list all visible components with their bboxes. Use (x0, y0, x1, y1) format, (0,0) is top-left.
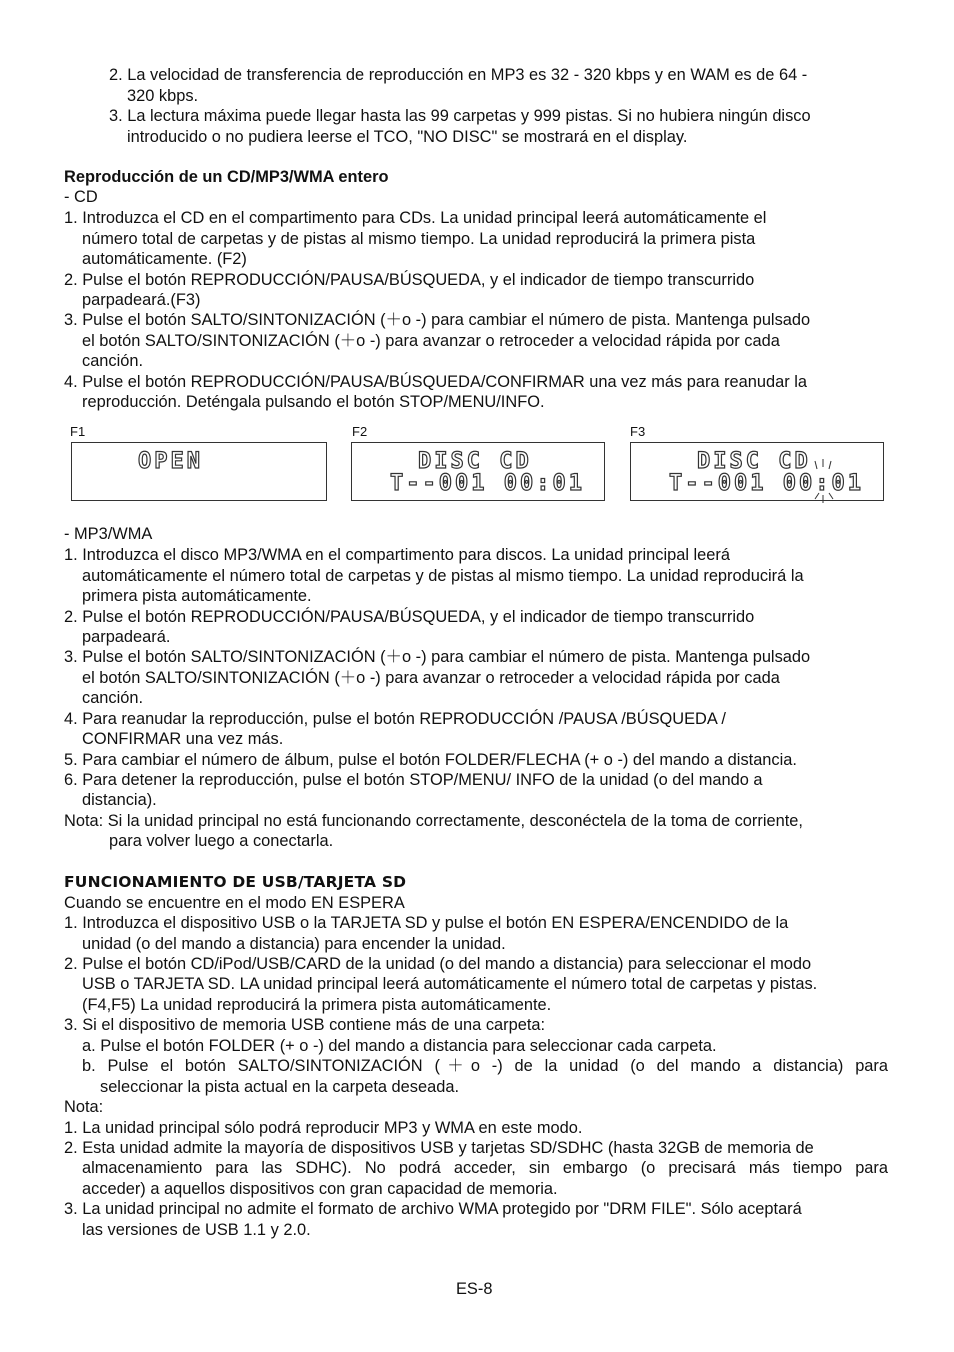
text-line: a. Pulse el botón FOLDER (+ o -) del mando a distancia para seleccionar cada carpeta. (82, 1037, 717, 1055)
text-line: 2. Pulse el botón REPRODUCCIÓN/PAUSA/BÚSQUEDA, y el indicador de tiempo transcurrido (64, 271, 755, 289)
text-line: 4. Para reanudar la reproducción, pulse el botón REPRODUCCIÓN /PAUSA /BÚSQUEDA / (64, 710, 726, 728)
text-line: para volver luego a conectarla. (109, 832, 334, 850)
text-line: 6. Para detener la reproducción, pulse el botón STOP/MENU/ INFO de la unidad (o del mando a (64, 771, 763, 789)
text-line: 1. Introduzca el dispositivo USB o la TARJETA SD y pulse el botón EN ESPERA/ENCENDIDO de la (64, 914, 789, 932)
text-line: 3. Pulse el botón SALTO/SINTONIZACIÓN (＋o -) para cambiar el número de pista. Mantenga pulsado (64, 648, 811, 666)
text-line: el botón SALTO/SINTONIZACIÓN (＋o -) para avanzar o retroceder a velocidad rápida por cada (82, 332, 780, 350)
text-line: 3. Pulse el botón SALTO/SINTONIZACIÓN (＋o -) para cambiar el número de pista. Mantenga pulsado (64, 311, 811, 329)
text-line: Nota: (64, 1098, 104, 1116)
text-line: 4. Pulse el botón REPRODUCCIÓN/PAUSA/BÚSQUEDA/CONFIRMAR una vez más para reanudar la (64, 373, 807, 391)
text-line: número total de carpetas y de pistas al mismo tiempo. La unidad reproducirá la primera pista (82, 230, 756, 248)
section-heading: Reproducción de un CD/MP3/WMA entero (64, 168, 389, 186)
text-line: 3. La unidad principal no admite el formato de archivo WMA protegido por "DRM FILE". Sólo aceptará (64, 1200, 802, 1218)
subheading: - CD (64, 188, 98, 206)
text-line: Nota: Si la unidad principal no está funcionando correctamente, desconéctela de la toma de corriente, (64, 812, 803, 830)
text-line: parpadeará. (82, 628, 171, 646)
text-line: reproducción. Deténgala pulsando el botón STOP/MENU/INFO. (82, 393, 545, 411)
figure-label: F3 (630, 424, 646, 439)
text-line: (F4,F5) La unidad reproducirá la primera pista automáticamente. (82, 996, 552, 1014)
text-line: parpadeará.(F3) (82, 291, 201, 309)
text-line: distancia). (82, 791, 157, 809)
text-line: 2. Pulse el botón CD/iPod/USB/CARD de la unidad (o del mando a distancia) para seleccionar el modo (64, 955, 812, 973)
lcd-line-2: T--001 00:01 (390, 471, 585, 496)
text-line: 2. Pulse el botón REPRODUCCIÓN/PAUSA/BÚSQUEDA, y el indicador de tiempo transcurrido (64, 608, 755, 626)
text-line: las versiones de USB 1.1 y 2.0. (82, 1221, 311, 1239)
text-line: 3. La lectura máxima puede llegar hasta las 99 carpetas y 999 pistas. Si no hubiera ningún disco (109, 107, 811, 125)
text-line: 320 kbps. (127, 87, 199, 105)
lcd-line-1: DISC CD (697, 449, 811, 474)
text-line: automáticamente el número total de carpetas y de pistas al mismo tiempo. La unidad reproducirá la (82, 567, 804, 585)
page-number: ES-8 (456, 1280, 493, 1298)
text-line: unidad (o del mando a distancia) para encender la unidad. (82, 935, 506, 953)
lcd-display-f2 (351, 442, 605, 501)
text-line: Cuando se encuentre en el modo EN ESPERA (64, 894, 405, 912)
text-line: acceder) a aquellos dispositivos con gran capacidad de memoria. (82, 1180, 558, 1198)
figure-label: F1 (70, 424, 86, 439)
figure-label: F2 (352, 424, 368, 439)
text-line: el botón SALTO/SINTONIZACIÓN (＋o -) para avanzar o retroceder a velocidad rápida por cada (82, 669, 780, 687)
text-line: 5. Para cambiar el número de álbum, pulse el botón FOLDER/FLECHA (+ o -) del mando a distancia. (64, 751, 797, 769)
text-line: almacenamiento para las SDHC). No podrá acceder, sin embargo (o precisará más tiempo para (82, 1159, 888, 1177)
text-line: 3. Si el dispositivo de memoria USB contiene más de una carpeta: (64, 1016, 546, 1034)
text-line: seleccionar la pista actual en la carpeta deseada. (100, 1078, 460, 1096)
text-line: 2. Esta unidad admite la mayoría de dispositivos USB y tarjetas SD/SDHC (hasta 32GB de memoria de (64, 1139, 814, 1157)
lcd-line-2: T--001 00:01 (669, 471, 864, 496)
section-heading: FUNCIONAMIENTO DE USB/TARJETA SD (64, 873, 407, 891)
text-line: CONFIRMAR una vez más. (82, 730, 284, 748)
text-line: introducido o no pudiera leerse el TCO, "NO DISC" se mostrará en el display. (127, 128, 688, 146)
lcd-display-f3 (630, 442, 884, 501)
text-line: 1. Introduzca el disco MP3/WMA en el compartimento para discos. La unidad principal leerá (64, 546, 730, 564)
text-line: 2. La velocidad de transferencia de reproducción en MP3 es 32 - 320 kbps y en WAM es de 64 - (109, 66, 808, 84)
text-line: canción. (82, 689, 144, 707)
text-line: USB o TARJETA SD. LA unidad principal leerá automáticamente el número total de carpetas y pistas. (82, 975, 818, 993)
text-line: b. Pulse el botón SALTO/SINTONIZACIÓN (＋o -) de la unidad (o del mando a distancia) para (82, 1057, 888, 1075)
text-line: 1. La unidad principal sólo podrá reproducir MP3 y WMA en este modo. (64, 1119, 583, 1137)
text-line: automáticamente. (F2) (82, 250, 247, 268)
lcd-line-1: DISC CD (418, 449, 532, 474)
lcd-line-1: OPEN (138, 449, 203, 474)
blink-indicator-icon (807, 457, 843, 507)
subheading: - MP3/WMA (64, 525, 153, 543)
text-line: canción. (82, 352, 144, 370)
lcd-display-f1 (71, 442, 327, 501)
text-line: primera pista automáticamente. (82, 587, 312, 605)
text-line: 1. Introduzca el CD en el compartimento para CDs. La unidad principal leerá automáticamente el (64, 209, 767, 227)
